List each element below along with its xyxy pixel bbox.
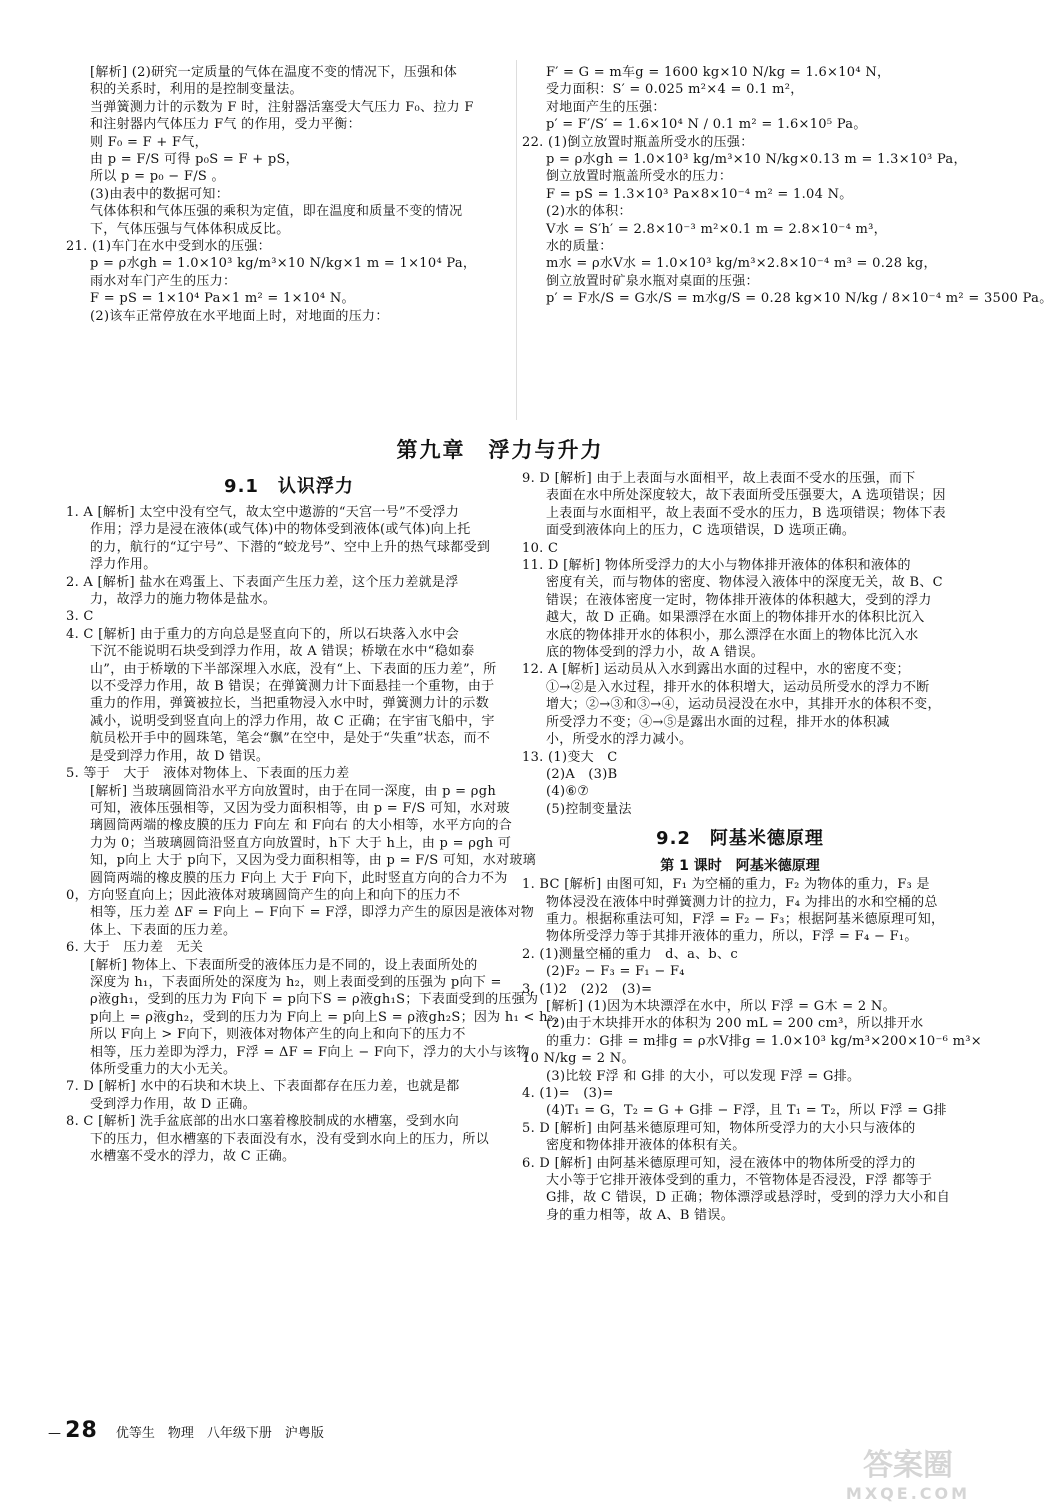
text-line: 下的压力，但水槽塞的下表面没有水，没有受到水向上的压力，所以 xyxy=(90,1131,490,1147)
text-line: 10 N/kg = 2 N。 xyxy=(522,1051,635,1067)
watermark-line2: MXQE.COM xyxy=(845,1484,971,1503)
text-line: 水槽塞不受水的浮力，故 C 正确。 xyxy=(90,1149,296,1165)
section-title-9-1: 9.1 认识浮力 xyxy=(224,476,354,497)
text-line: 璃圆筒两端的橡皮膜的压力 F向左 和 F向右 的大小相等，水平方向的合 xyxy=(90,818,513,834)
watermark-line1: 答案圈 xyxy=(863,1448,953,1483)
text-line: 积的关系时，利用的是控制变量法。 xyxy=(90,82,303,98)
text-line: 相等，压力差 ΔF = F向上 − F向下 = F浮，即浮力产生的原因是液体对物 xyxy=(90,905,535,921)
text-line: 4. C [解析] 由于重力的方向总是竖直向下的，所以石块落入水中会 xyxy=(66,626,460,642)
text-line: p = ρ水gh = 1.0×10³ kg/m³×10 N/kg×1 m = 1×10⁴ Pa， xyxy=(90,256,477,272)
page-number: 28 xyxy=(65,1418,98,1443)
text-line: 8. C [解析] 洗手盆底部的出水口塞着橡胶制成的水槽塞，受到水向 xyxy=(66,1114,460,1130)
text-line: 是受到浮力作用，故 D 错误。 xyxy=(90,748,270,764)
text-line: p向上 = ρ液gh₂，受到的压力为 F向上 = p向上S = ρ液gh₂S；因为 h₁ < h₂， xyxy=(90,1009,567,1025)
text-line: 减小，说明受到竖直向上的浮力作用，故 C 正确；在宇宙飞船中，宇 xyxy=(90,713,495,729)
text-line: 受到浮力作用，故 D 正确。 xyxy=(90,1096,256,1112)
text-line: 0，方向竖直向上；因此液体对玻璃圆筒产生的向上和向下的压力不 xyxy=(66,887,461,903)
text-line: 密度有关，而与物体的密度、物体浸入液体中的深度无关，故 B、C xyxy=(546,575,943,591)
text-line: 深度为 h₁，下表面所处的深度为 h₂，则上表面受到的压强为 p向下 = xyxy=(90,974,502,990)
text-line: 21. (1)车门在水中受到水的压强： xyxy=(66,239,271,255)
text-line: 11. D [解析] 物体所受浮力的大小与物体排开液体的体积和液体的 xyxy=(522,558,911,574)
text-line: 2. (1)测量空桶的重力 d、a、b、c xyxy=(522,946,738,962)
text-line: 6. 大于 压力差 无关 xyxy=(66,940,204,956)
text-line: (2)水的体积： xyxy=(546,204,632,220)
text-line: p′ = F′/S′ = 1.6×10⁴ N / 0.1 m² = 1.6×10⁵ Pa。 xyxy=(546,117,867,133)
text-line: 1. BC [解析] 由图可知，F₁ 为空桶的重力，F₂ 为物体的重力，F₃ 是 xyxy=(522,877,930,893)
text-line: 13. (1)变大 C xyxy=(522,749,618,765)
text-line: 体上、下表面的压力差。 xyxy=(90,922,237,938)
text-line: 受力面积：S′ = 0.025 m²×4 = 0.1 m²， xyxy=(546,82,804,98)
text-line: F = pS = 1.3×10³ Pa×8×10⁻⁴ m² = 1.04 N。 xyxy=(546,186,853,202)
text-line: 倒立放置时瓶盖所受水的压力： xyxy=(546,169,733,185)
text-line: 下沉不能说明石块受到浮力作用，故 A 错误；桥墩在水中“稳如泰 xyxy=(90,644,475,660)
text-line: [解析] 物体上、下表面所受的液体压力是不同的，设上表面所处的 xyxy=(90,957,478,973)
text-line: F′ = G = m车g = 1600 kg×10 N/kg = 1.6×10⁴ N， xyxy=(546,65,891,80)
text-line: 圆筒两端的橡皮膜的压力 F向上 大于 F向下，此时竖直方向的合力不为 xyxy=(90,870,508,886)
text-line: [解析] (2)研究一定质量的气体在温度不变的情况下，压强和体 xyxy=(90,65,457,80)
text-line: 当弹簧测力计的示数为 F 时，注射器活塞受大气压力 F₀、拉力 F xyxy=(90,99,474,115)
text-line: p = ρ水gh = 1.0×10³ kg/m³×10 N/kg×0.13 m = 1.3×10³ Pa， xyxy=(546,152,967,168)
text-line: 浮力作用。 xyxy=(90,557,157,573)
text-line: 3. C xyxy=(66,609,94,625)
text-line: (2)该车正常停放在水平地面上时，对地面的压力： xyxy=(90,308,389,324)
text-line: 相等，压力差即为浮力，F浮 = ΔF = F向上 − F向下，浮力的大小与该物 xyxy=(90,1044,530,1060)
text-line: (5)控制变量法 xyxy=(546,801,632,817)
text-line: 的重力：G排 = m排g = ρ水V排g = 1.0×10³ kg/m³×200×10⁻⁶ m³× xyxy=(546,1033,982,1049)
text-line: F = pS = 1×10⁴ Pa×1 m² = 1×10⁴ N。 xyxy=(90,291,355,307)
text-line: 密度和物体排开液体的体积有关。 xyxy=(546,1138,746,1154)
section-title-9-2: 9.2 阿基米德原理 xyxy=(656,828,824,850)
text-line: 倒立放置时矿泉水瓶对桌面的压强： xyxy=(546,273,759,289)
text-line: 1. A [解析] 太空中没有空气，故太空中遨游的“天宫一号”不受浮力 xyxy=(66,505,460,520)
top-left-column xyxy=(66,64,512,325)
text-line: 对地面产生的压强： xyxy=(546,99,666,115)
text-line: [解析] (1)因为木块漂浮在水中，所以 F浮 = G木 = 2 N。 xyxy=(546,998,896,1014)
text-line: 10. C xyxy=(522,540,559,556)
text-line: (3)比较 F浮 和 G排 的大小，可以发现 F浮 = G排。 xyxy=(546,1068,861,1084)
text-line: 下，气体压强与气体体积成反比。 xyxy=(90,221,290,237)
text-line: 小，所受水的浮力减小。 xyxy=(546,732,693,748)
text-line: 所以 p = p₀ − F/S 。 xyxy=(90,169,225,185)
text-line: 的力，航行的“辽宁号”、下潜的“蛟龙号”、空中上升的热气球都受到 xyxy=(90,539,491,555)
text-line: 雨水对车门产生的压力： xyxy=(90,273,237,289)
text-line: (4)T₁ = G，T₂ = G + G排 − F浮，且 T₁ = T₂，所以 F浮 = G排 xyxy=(546,1103,947,1119)
text-line: 3. (1)2 (2)2 (3)= xyxy=(522,981,653,997)
text-line: 重力的作用，弹簧被拉长，当把重物浸入水中时，弹簧测力计的示数 xyxy=(90,696,490,712)
page-footer: — 28 优等生 物理 八年级下册 沪粤版 xyxy=(48,1418,324,1443)
text-line: (2)由于木块排开水的体积为 200 mL = 200 cm³，所以排开水 xyxy=(546,1016,924,1032)
footer-text: 优等生 物理 八年级下册 沪粤版 xyxy=(115,1426,324,1441)
text-line: 以不受浮力作用，故 B 错误；在弹簧测力计下面悬挂一个重物，由于 xyxy=(90,679,495,695)
text-line: (2)F₂ − F₃ = F₁ − F₄ xyxy=(546,964,685,980)
text-line: 所受浮力不变；④→⑤是露出水面的过程，排开水的体积减 xyxy=(546,714,890,730)
text-line: 9. D [解析] 由于上表面与水面相平，故上表面不受水的压强，而下 xyxy=(522,471,916,486)
text-line: m水 = ρ水V水 = 1.0×10³ kg/m³×2.8×10⁻⁴ m³ = 0.28 kg， xyxy=(546,256,937,272)
bottom-right-column xyxy=(522,470,982,1224)
text-line: 大小等于它排开液体受到的重力，不管物体是否浸没，F浮 都等于 xyxy=(546,1173,933,1189)
text-line: 物体浸没在液体中时弹簧测力计的拉力，F₄ 为排出的水和空桶的总 xyxy=(546,894,938,910)
text-line: 可知，液体压强相等，又因为受力面积相等，由 p = F/S 可知，水对玻 xyxy=(90,800,510,816)
chapter-title: 第九章 浮力与升力 xyxy=(396,438,604,462)
text-line: 7. D [解析] 水中的石块和木块上、下表面都存在压力差，也就是都 xyxy=(66,1079,460,1095)
column-divider xyxy=(516,60,517,420)
text-line: [解析] 当玻璃圆筒沿水平方向放置时，由于在同一深度，由 p = ρgh xyxy=(90,783,497,799)
text-line: ①→②是入水过程，排开水的体积增大，运动员所受水的浮力不断 xyxy=(546,679,930,695)
text-line: 表面在水中所处深度较大，故下表面所受压强要大，A 选项错误；因 xyxy=(546,488,946,504)
text-line: 重力。根据称重法可知，F浮 = F₂ − F₃；根据阿基米德原理可知， xyxy=(546,911,945,927)
text-line: 水底的物体排开水的体积小，那么漂浮在水面上的物体比沉入水 xyxy=(546,627,919,643)
text-line: ρ液gh₁，受到的压力为 F向下 = p向下S = ρ液gh₁S；下表面受到的压强为 xyxy=(90,992,539,1008)
text-line: 物体所受浮力等于其排开液体的重力，所以，F浮 = F₄ − F₁。 xyxy=(546,929,918,945)
text-line: 所以 F向上 > F向下，则液体对物体产生的向上和向下的压力不 xyxy=(90,1027,466,1043)
text-line: p′ = F水/S = G水/S = m水g/S = 0.28 kg×10 N/kg / 8×10⁻⁴ m² = 3500 Pa。 xyxy=(546,291,1053,307)
text-line: 气体体积和气体压强的乘积为定值，即在温度和质量不变的情况 xyxy=(90,204,463,220)
text-line: 和注射器内气体压力 F气 的作用，受力平衡： xyxy=(90,117,361,133)
text-line: 航员松开手中的圆珠笔，笔会“飘”在空中，是处于“失重”状态，而不 xyxy=(90,731,491,747)
text-line: 知，p向上 大于 p向下，又因为受力面积相等，由 p = F/S 可知，水对玻璃 xyxy=(90,853,536,869)
text-line: (2)A (3)B xyxy=(546,766,618,782)
text-line: (3)由表中的数据可知： xyxy=(90,186,230,202)
text-line: G排，故 C 错误，D 正确；物体漂浮或悬浮时，受到的浮力大小和自 xyxy=(546,1190,951,1206)
text-line: 力为 0；当玻璃圆筒沿竖直方向放置时，h下 大于 h上，由 p = ρgh 可 xyxy=(90,835,512,851)
text-line: (4)⑥⑦ xyxy=(546,784,590,800)
text-line: 增大；②→③和③→④，运动员浸没在水中，其排开水的体积不变， xyxy=(546,697,941,713)
text-line: 底的物体受到的浮力小，故 A 错误。 xyxy=(546,645,765,661)
text-line: V水 = S′h′ = 2.8×10⁻³ m²×0.1 m = 2.8×10⁻⁴ m³， xyxy=(546,221,887,237)
lesson-title: 第 1 课时 阿基米德原理 xyxy=(660,858,820,875)
text-line: 水的质量： xyxy=(546,239,613,255)
text-line: 面受到液体向上的压力，C 选项错误，D 选项正确。 xyxy=(546,523,856,539)
text-line: 5. 等于 大于 液体对物体上、下表面的压力差 xyxy=(66,766,350,782)
text-line: 上表面与水面相平，故上表面不受水的压力，B 选项错误；物体下表 xyxy=(546,505,946,521)
text-line: 越大，故 D 正确。如果漂浮在水面上的物体排开水的体积比沉入 xyxy=(546,610,925,626)
text-line: 22. (1)倒立放置时瓶盖所受水的压强： xyxy=(522,134,754,150)
watermark-logo xyxy=(838,1440,978,1503)
text-line: 由 p = F/S 可得 p₀S = F + pS， xyxy=(90,152,299,168)
text-line: 2. A [解析] 盐水在鸡蛋上、下表面产生压力差，这个压力差就是浮 xyxy=(66,574,459,590)
text-line: 体所受重力的大小无关。 xyxy=(90,1062,237,1077)
text-line: 12. A [解析] 运动员从入水到露出水面的过程中，水的密度不变； xyxy=(522,662,910,678)
text-line: 山”，由于桥墩的下半部深埋入水底，没有“上、下表面的压力差”，所 xyxy=(90,661,497,677)
text-line: 作用；浮力是浸在液体(或气体)中的物体受到液体(或气体)向上托 xyxy=(90,522,471,538)
text-line: 6. D [解析] 由阿基米德原理可知，浸在液体中的物体所受的浮力的 xyxy=(522,1155,916,1171)
text-line: 力，故浮力的施力物体是盐水。 xyxy=(90,592,277,608)
text-line: 身的重力相等，故 A、B 错误。 xyxy=(546,1207,735,1223)
text-line: 则 F₀ = F + F气， xyxy=(90,134,208,150)
text-line: 5. D [解析] 由阿基米德原理可知，物体所受浮力的大小只与液体的 xyxy=(522,1120,916,1136)
text-line: 错误；在液体密度一定时，物体排开液体的体积越大，受到的浮力 xyxy=(546,592,932,608)
text-line: 4. (1)= (3)= xyxy=(522,1086,614,1101)
top-right-column xyxy=(522,64,1053,308)
